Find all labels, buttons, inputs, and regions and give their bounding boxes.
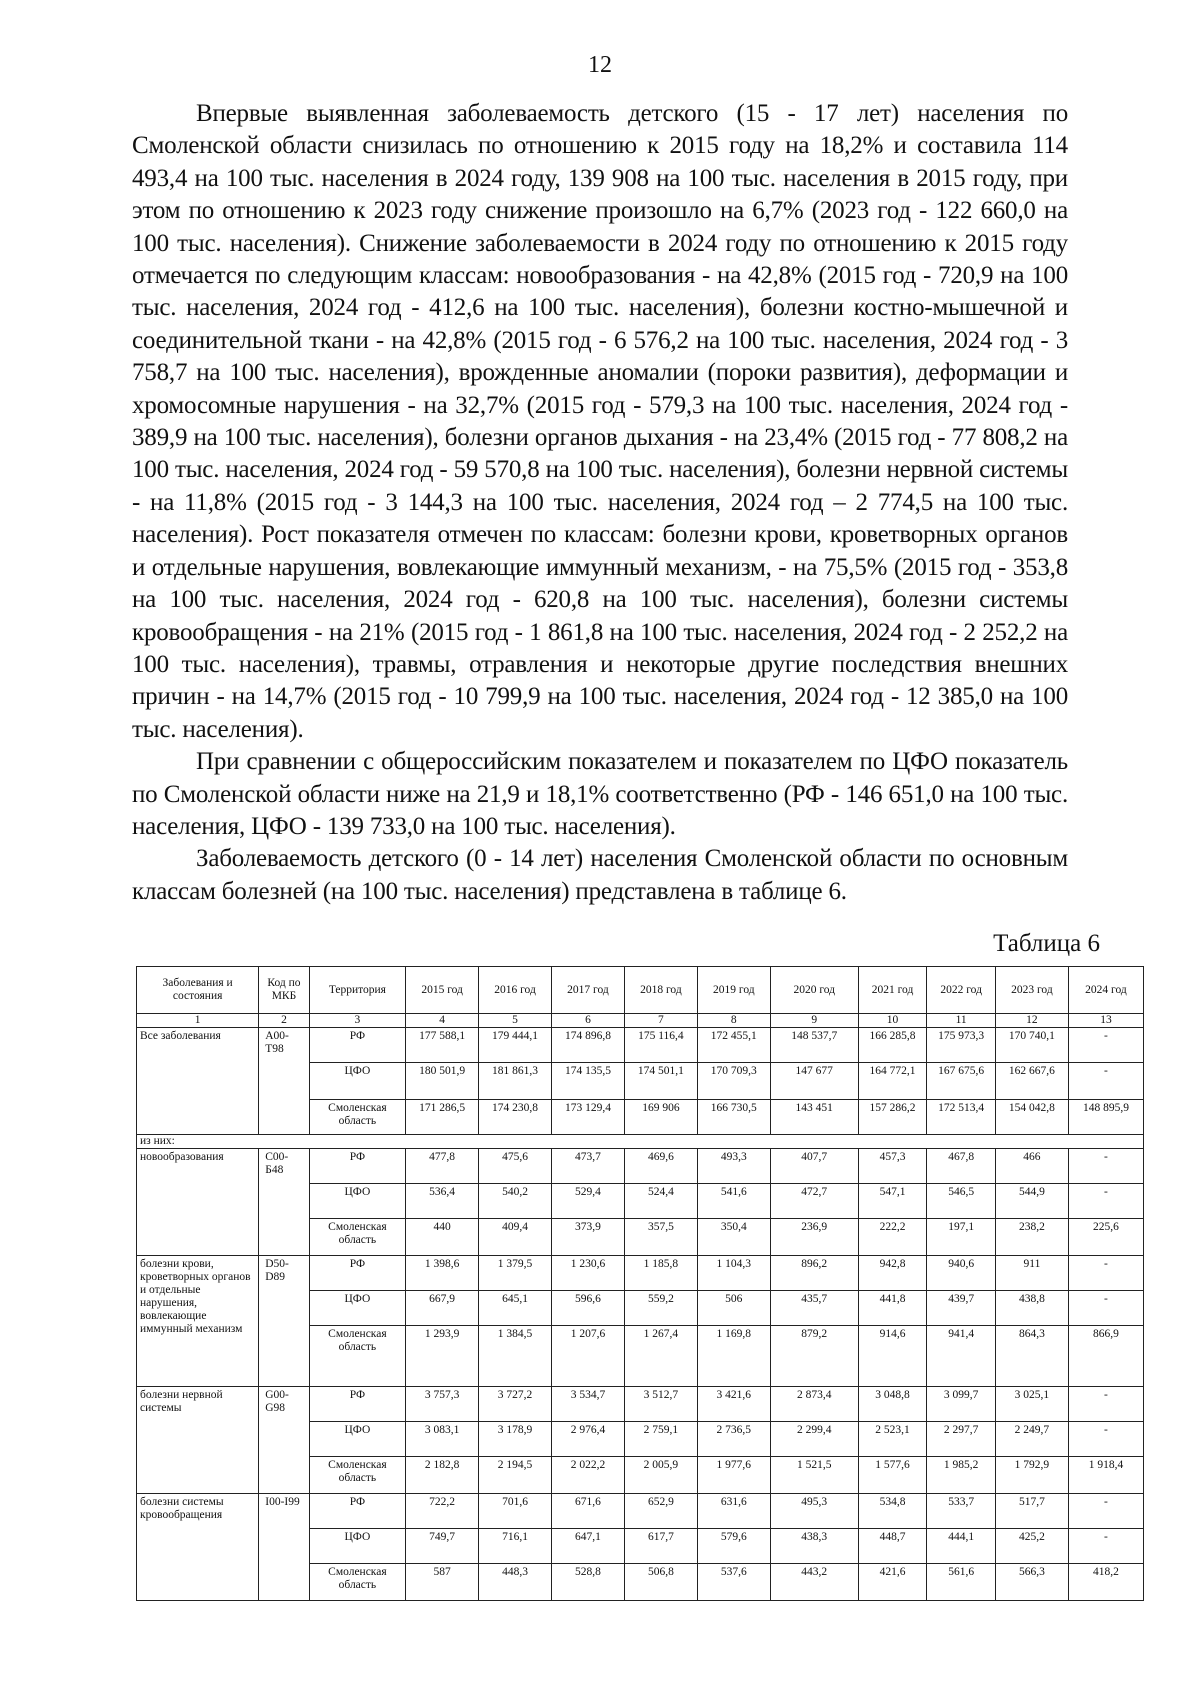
value-cell: 171 286,5 xyxy=(406,1100,479,1135)
value-cell: 148 537,7 xyxy=(770,1028,858,1063)
column-header: Заболевания и состояния xyxy=(137,967,259,1014)
column-header: 2022 год xyxy=(927,967,996,1014)
icd-code-cell: С00-Б48 xyxy=(259,1149,309,1256)
value-cell: 493,3 xyxy=(697,1149,770,1184)
disease-cell: болезни крови, кроветворных органов и отдельные нарушения, вовлекающие иммунный механизм xyxy=(137,1256,259,1387)
value-cell: 172 513,4 xyxy=(927,1100,996,1135)
value-cell: 1 104,3 xyxy=(697,1256,770,1291)
value-cell: 652,9 xyxy=(624,1494,697,1529)
value-cell: 617,7 xyxy=(624,1529,697,1564)
value-cell: 421,6 xyxy=(858,1564,927,1601)
column-number: 10 xyxy=(858,1014,927,1028)
value-cell: 443,2 xyxy=(770,1564,858,1601)
table-body xyxy=(137,1014,1144,1601)
value-cell: 534,8 xyxy=(858,1494,927,1529)
disease-cell: новообразования xyxy=(137,1149,259,1256)
value-cell: 3 048,8 xyxy=(858,1387,927,1422)
value-cell: 473,7 xyxy=(552,1149,625,1184)
icd-code-cell: D50-D89 xyxy=(259,1256,309,1387)
value-cell: 1 977,6 xyxy=(697,1457,770,1494)
territory-cell: Смоленская область xyxy=(309,1326,406,1387)
value-cell: 225,6 xyxy=(1068,1219,1143,1256)
value-cell: 2 022,2 xyxy=(552,1457,625,1494)
disease-cell: Все заболевания xyxy=(137,1028,259,1135)
territory-cell: ЦФО xyxy=(309,1422,406,1457)
value-cell: 373,9 xyxy=(552,1219,625,1256)
territory-cell: Смоленская область xyxy=(309,1219,406,1256)
value-cell: 170 709,3 xyxy=(697,1063,770,1100)
value-cell: 174 896,8 xyxy=(552,1028,625,1063)
value-cell: 561,6 xyxy=(927,1564,996,1601)
table-caption: Таблица 6 xyxy=(993,930,1100,957)
morbidity-table xyxy=(136,966,1144,1601)
value-cell: 173 129,4 xyxy=(552,1100,625,1135)
value-cell: 357,5 xyxy=(624,1219,697,1256)
column-header: 2020 год xyxy=(770,967,858,1014)
value-cell: 671,6 xyxy=(552,1494,625,1529)
value-cell: 166 285,8 xyxy=(858,1028,927,1063)
value-cell: 517,7 xyxy=(995,1494,1068,1529)
territory-cell: Смоленская область xyxy=(309,1100,406,1135)
value-cell: 506 xyxy=(697,1291,770,1326)
value-cell: 179 444,1 xyxy=(479,1028,552,1063)
table-row xyxy=(137,1028,1144,1063)
value-cell: 1 230,6 xyxy=(552,1256,625,1291)
value-cell: 1 384,5 xyxy=(479,1326,552,1387)
disease-cell: болезни системы кровообращения xyxy=(137,1494,259,1601)
value-cell: - xyxy=(1068,1184,1143,1219)
value-cell: 3 083,1 xyxy=(406,1422,479,1457)
table-row xyxy=(137,1149,1144,1184)
value-cell: - xyxy=(1068,1149,1143,1184)
value-cell: - xyxy=(1068,1063,1143,1100)
value-cell: 941,4 xyxy=(927,1326,996,1387)
value-cell: 1 185,8 xyxy=(624,1256,697,1291)
value-cell: 238,2 xyxy=(995,1219,1068,1256)
value-cell: 172 455,1 xyxy=(697,1028,770,1063)
value-cell: 407,7 xyxy=(770,1149,858,1184)
value-cell: 222,2 xyxy=(858,1219,927,1256)
value-cell: 506,8 xyxy=(624,1564,697,1601)
value-cell: 475,6 xyxy=(479,1149,552,1184)
territory-cell: РФ xyxy=(309,1387,406,1422)
territory-cell: ЦФО xyxy=(309,1529,406,1564)
value-cell: 444,1 xyxy=(927,1529,996,1564)
value-cell: 537,6 xyxy=(697,1564,770,1601)
value-cell: 181 861,3 xyxy=(479,1063,552,1100)
value-cell: 2 976,4 xyxy=(552,1422,625,1457)
value-cell: 469,6 xyxy=(624,1149,697,1184)
value-cell: 495,3 xyxy=(770,1494,858,1529)
value-cell: 940,6 xyxy=(927,1256,996,1291)
value-cell: 143 451 xyxy=(770,1100,858,1135)
value-cell: 631,6 xyxy=(697,1494,770,1529)
value-cell: 166 730,5 xyxy=(697,1100,770,1135)
value-cell: 3 727,2 xyxy=(479,1387,552,1422)
value-cell: 2 299,4 xyxy=(770,1422,858,1457)
value-cell: 566,3 xyxy=(995,1564,1068,1601)
value-cell: - xyxy=(1068,1422,1143,1457)
column-header: 2017 год xyxy=(552,967,625,1014)
paragraph-3: Заболеваемость детского (0 - 14 лет) населения Смоленской области по основным классам болезней (на 100 тыс. населения) представлена в таблице 6. xyxy=(132,845,1068,905)
value-cell: 1 379,5 xyxy=(479,1256,552,1291)
table-row xyxy=(137,1387,1144,1422)
column-number: 1 xyxy=(137,1014,259,1028)
value-cell: 167 675,6 xyxy=(927,1063,996,1100)
column-number: 9 xyxy=(770,1014,858,1028)
value-cell: 541,6 xyxy=(697,1184,770,1219)
column-header: 2019 год xyxy=(697,967,770,1014)
value-cell: 546,5 xyxy=(927,1184,996,1219)
value-cell: 1 792,9 xyxy=(995,1457,1068,1494)
column-number: 3 xyxy=(309,1014,406,1028)
value-cell: 559,2 xyxy=(624,1291,697,1326)
value-cell: 2 182,8 xyxy=(406,1457,479,1494)
value-cell: 866,9 xyxy=(1068,1326,1143,1387)
value-cell: 1 267,4 xyxy=(624,1326,697,1387)
morbidity-table-wrapper xyxy=(136,966,1144,1601)
column-number: 2 xyxy=(259,1014,309,1028)
value-cell: - xyxy=(1068,1256,1143,1291)
column-number: 5 xyxy=(479,1014,552,1028)
value-cell: 175 116,4 xyxy=(624,1028,697,1063)
value-cell: 749,7 xyxy=(406,1529,479,1564)
value-cell: 448,3 xyxy=(479,1564,552,1601)
column-number-row xyxy=(137,1014,1144,1028)
value-cell: 1 398,6 xyxy=(406,1256,479,1291)
value-cell: - xyxy=(1068,1291,1143,1326)
territory-cell: Смоленская область xyxy=(309,1564,406,1601)
value-cell: 1 293,9 xyxy=(406,1326,479,1387)
value-cell: - xyxy=(1068,1387,1143,1422)
value-cell: 1 918,4 xyxy=(1068,1457,1143,1494)
value-cell: 864,3 xyxy=(995,1326,1068,1387)
value-cell: 1 169,8 xyxy=(697,1326,770,1387)
value-cell: 438,8 xyxy=(995,1291,1068,1326)
value-cell: 647,1 xyxy=(552,1529,625,1564)
subheading-row xyxy=(137,1135,1144,1149)
value-cell: 540,2 xyxy=(479,1184,552,1219)
value-cell: 418,2 xyxy=(1068,1564,1143,1601)
value-cell: 3 512,7 xyxy=(624,1387,697,1422)
territory-cell: РФ xyxy=(309,1256,406,1291)
value-cell: 524,4 xyxy=(624,1184,697,1219)
table-header-row xyxy=(137,967,1144,1014)
value-cell: 529,4 xyxy=(552,1184,625,1219)
value-cell: 175 973,3 xyxy=(927,1028,996,1063)
value-cell: 3 025,1 xyxy=(995,1387,1068,1422)
value-cell: 177 588,1 xyxy=(406,1028,479,1063)
value-cell: 596,6 xyxy=(552,1291,625,1326)
value-cell: 154 042,8 xyxy=(995,1100,1068,1135)
value-cell: 896,2 xyxy=(770,1256,858,1291)
icd-code-cell: G00-G98 xyxy=(259,1387,309,1494)
column-header: 2021 год xyxy=(858,967,927,1014)
value-cell: 547,1 xyxy=(858,1184,927,1219)
value-cell: 645,1 xyxy=(479,1291,552,1326)
column-number: 7 xyxy=(624,1014,697,1028)
value-cell: 533,7 xyxy=(927,1494,996,1529)
value-cell: 409,4 xyxy=(479,1219,552,1256)
column-header: 2015 год xyxy=(406,967,479,1014)
value-cell: 3 178,9 xyxy=(479,1422,552,1457)
value-cell: 1 207,6 xyxy=(552,1326,625,1387)
value-cell: 457,3 xyxy=(858,1149,927,1184)
value-cell: 3 757,3 xyxy=(406,1387,479,1422)
column-number: 4 xyxy=(406,1014,479,1028)
column-header: Код по МКБ xyxy=(259,967,309,1014)
territory-cell: РФ xyxy=(309,1028,406,1063)
value-cell: - xyxy=(1068,1529,1143,1564)
value-cell: 472,7 xyxy=(770,1184,858,1219)
value-cell: 350,4 xyxy=(697,1219,770,1256)
column-header: 2016 год xyxy=(479,967,552,1014)
value-cell: 528,8 xyxy=(552,1564,625,1601)
value-cell: 148 895,9 xyxy=(1068,1100,1143,1135)
territory-cell: ЦФО xyxy=(309,1063,406,1100)
value-cell: 2 249,7 xyxy=(995,1422,1068,1457)
column-number: 11 xyxy=(927,1014,996,1028)
value-cell: 2 005,9 xyxy=(624,1457,697,1494)
value-cell: 435,7 xyxy=(770,1291,858,1326)
value-cell: 2 297,7 xyxy=(927,1422,996,1457)
page-number: 12 xyxy=(588,52,612,78)
value-cell: 911 xyxy=(995,1256,1068,1291)
value-cell: 174 501,1 xyxy=(624,1063,697,1100)
value-cell: 441,8 xyxy=(858,1291,927,1326)
value-cell: 2 736,5 xyxy=(697,1422,770,1457)
value-cell: - xyxy=(1068,1028,1143,1063)
territory-cell: РФ xyxy=(309,1149,406,1184)
value-cell: 169 906 xyxy=(624,1100,697,1135)
icd-code-cell: А00-Т98 xyxy=(259,1028,309,1135)
disease-cell: болезни нервной системы xyxy=(137,1387,259,1494)
value-cell: 914,6 xyxy=(858,1326,927,1387)
value-cell: 1 985,2 xyxy=(927,1457,996,1494)
value-cell: 3 421,6 xyxy=(697,1387,770,1422)
value-cell: 3 534,7 xyxy=(552,1387,625,1422)
value-cell: 2 873,4 xyxy=(770,1387,858,1422)
value-cell: 2 759,1 xyxy=(624,1422,697,1457)
value-cell: 579,6 xyxy=(697,1529,770,1564)
value-cell: 448,7 xyxy=(858,1529,927,1564)
value-cell: 157 286,2 xyxy=(858,1100,927,1135)
value-cell: 3 099,7 xyxy=(927,1387,996,1422)
column-header: 2024 год xyxy=(1068,967,1143,1014)
value-cell: 1 577,6 xyxy=(858,1457,927,1494)
paragraph-2: При сравнении с общероссийским показателем и показателем по ЦФО показатель по Смоленской области ниже на 21,9 и 18,1% соответственно (РФ - 146 651,0 на 100 тыс. населения, ЦФО - 139 733,0 на 100 тыс. населения). xyxy=(132,748,1068,840)
value-cell: 536,4 xyxy=(406,1184,479,1219)
subheading-cell: из них: xyxy=(137,1135,1144,1149)
value-cell: 2 523,1 xyxy=(858,1422,927,1457)
column-number: 13 xyxy=(1068,1014,1143,1028)
value-cell: 942,8 xyxy=(858,1256,927,1291)
value-cell: 544,9 xyxy=(995,1184,1068,1219)
territory-cell: Смоленская область xyxy=(309,1457,406,1494)
column-number: 8 xyxy=(697,1014,770,1028)
territory-cell: РФ xyxy=(309,1494,406,1529)
value-cell: 236,9 xyxy=(770,1219,858,1256)
value-cell: 466 xyxy=(995,1149,1068,1184)
table-row xyxy=(137,1256,1144,1291)
value-cell: 587 xyxy=(406,1564,479,1601)
value-cell: 477,8 xyxy=(406,1149,479,1184)
table-row xyxy=(137,1494,1144,1529)
value-cell: 2 194,5 xyxy=(479,1457,552,1494)
value-cell: 879,2 xyxy=(770,1326,858,1387)
territory-cell: ЦФО xyxy=(309,1184,406,1219)
value-cell: - xyxy=(1068,1494,1143,1529)
value-cell: 170 740,1 xyxy=(995,1028,1068,1063)
value-cell: 716,1 xyxy=(479,1529,552,1564)
value-cell: 439,7 xyxy=(927,1291,996,1326)
value-cell: 440 xyxy=(406,1219,479,1256)
icd-code-cell: I00-I99 xyxy=(259,1494,309,1601)
column-header: 2023 год xyxy=(995,967,1068,1014)
value-cell: 180 501,9 xyxy=(406,1063,479,1100)
value-cell: 164 772,1 xyxy=(858,1063,927,1100)
body-text xyxy=(132,98,1068,908)
value-cell: 1 521,5 xyxy=(770,1457,858,1494)
value-cell: 722,2 xyxy=(406,1494,479,1529)
value-cell: 147 677 xyxy=(770,1063,858,1100)
value-cell: 174 230,8 xyxy=(479,1100,552,1135)
value-cell: 467,8 xyxy=(927,1149,996,1184)
value-cell: 197,1 xyxy=(927,1219,996,1256)
value-cell: 701,6 xyxy=(479,1494,552,1529)
column-header: Территория xyxy=(309,967,406,1014)
column-header: 2018 год xyxy=(624,967,697,1014)
value-cell: 667,9 xyxy=(406,1291,479,1326)
value-cell: 438,3 xyxy=(770,1529,858,1564)
value-cell: 425,2 xyxy=(995,1529,1068,1564)
territory-cell: ЦФО xyxy=(309,1291,406,1326)
column-number: 12 xyxy=(995,1014,1068,1028)
paragraph-1: Впервые выявленная заболеваемость детского (15 - 17 лет) населения по Смоленской области снизилась по отношению к 2015 году на 18,2% и составила 114 493,4 на 100 тыс. населения в 2024 году, 139 908 на 100 тыс. населения в 2015 году, при этом по отношению к 2023 году снижение произошло на 6,7% (2023 год - 122 660,0 на 100 тыс. населения). Снижение заболеваемости в 2024 году по отношению к 2015 году отмечается по следующим классам: новообразования - на 42,8% (2015 год - 720,9 на 100 тыс. населения, 2024 год - 412,6 на 100 тыс. населения), болезни костно-мышечной и соединительной ткани - на 42,8% (2015 год - 6 576,2 на 100 тыс. населения, 2024 год - 3 758,7 на 100 тыс. населения), врожденные аномалии (пороки развития), деформации и хромосомные нарушения - на 32,7% (2015 год - 579,3 на 100 тыс. населения, 2024 год - 389,9 на 100 тыс. населения), болезни органов дыхания - на 23,4% (2015 год - 77 808,2 на 100 тыс. населения, 2024 год - 59 570,8 на 100 тыс. населения), болезни нервной системы - на 11,8% (2015 год - 3 144,3 на 100 тыс. населения, 2024 год – 2 774,5 на 100 тыс. населения). Рост показателя отмечен по классам: болезни крови, кроветворных органов и отдельные нарушения, вовлекающие иммунный механизм, - на 75,5% (2015 год - 353,8 на 100 тыс. населения, 2024 год - 620,8 на 100 тыс. населения), болезни системы кровообращения - на 21% (2015 год - 1 861,8 на 100 тыс. населения, 2024 год - 2 252,2 на 100 тыс. населения), травмы, отравления и некоторые другие последствия внешних причин - на 14,7% (2015 год - 10 799,9 на 100 тыс. населения, 2024 год - 12 385,0 на 100 тыс. населения). xyxy=(132,100,1068,743)
column-number: 6 xyxy=(552,1014,625,1028)
value-cell: 162 667,6 xyxy=(995,1063,1068,1100)
value-cell: 174 135,5 xyxy=(552,1063,625,1100)
